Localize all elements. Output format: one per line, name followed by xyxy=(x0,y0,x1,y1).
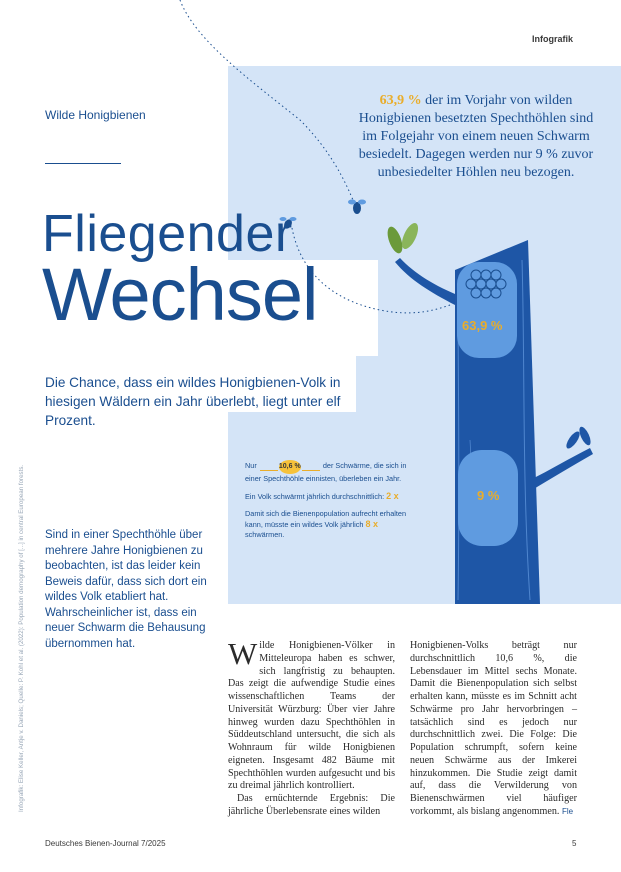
body-column-2 xyxy=(410,640,577,819)
headline-line-1: Fliegender xyxy=(42,205,293,263)
survival-pre: Nur xyxy=(245,461,257,470)
survival-post: der Schwärme, die sich in einer Spechthöhle einnisten, überleben ein Jahr. xyxy=(245,461,407,483)
body-text: ilde Honigbienen-Völker in Mitteleuropa haben es schwer, sich langfristig zu behaupten. Das zeigt die aufwendige Studie eines wissenschaftlichen Teams der Universität Würzburg: Über vier Jahre hinweg wurden dazu Spechthöhlen in Süddeutschland untersucht, die sich als Wohnraum für wilde Honigbienen eigneten. Insgesamt 482 Bäume mit Spechthöhlen wurden aufgesucht und bis zu dreimal jährlich kontrolliert. xyxy=(228,640,395,792)
heartbeat-icon xyxy=(260,462,278,471)
tree-branch-lower xyxy=(530,448,593,490)
kicker: Wilde Honigbienen xyxy=(45,108,146,122)
body-paragraph: Das ernüchternde Ergebnis: Die jährliche Überlebensrate eines wilden xyxy=(228,793,395,817)
leaf-icon xyxy=(577,425,593,447)
swarm-value: 2 x xyxy=(386,491,399,501)
author-signature: Fle xyxy=(561,806,574,816)
need-text: Damit sich die Bienenpopulation aufrecht erhalten kann, müsste ein wildes Volk jährlich xyxy=(245,509,407,529)
body-paragraph xyxy=(228,636,395,793)
section-label: Infografik xyxy=(532,34,574,44)
swarm-fact xyxy=(245,491,407,502)
heartbeat-icon xyxy=(302,462,320,471)
survival-badge: 10,6 % xyxy=(279,460,301,474)
stat-percentage: 63,9 % xyxy=(379,93,422,108)
body-column-1 xyxy=(228,636,395,819)
need-value: 8 x xyxy=(365,519,378,529)
need-fact xyxy=(245,509,407,540)
stat-text: der im Vorjahr von wilden Honigbienen besetzten Spechthöhlen sind im Folgejahr von einem neuen Schwarm besiedelt. Dagegen werden nur 9 % zuvor unbesiedelter Höhlen neu bezogen. xyxy=(358,93,594,180)
side-credit: Infografik: Elise Keller, Antje v. Daniels; Quelle: P. Kohl et al. (2022): Population demography of [...] in central European forests. xyxy=(18,464,25,812)
leaf-icon xyxy=(385,225,406,255)
hole-top-label: 63,9 % xyxy=(462,318,503,333)
pull-quote: Sind in einer Spechthöhle über mehrere Jahre Honigbienen zu beobachten, ist das leider kein Beweis dafür, dass sich dort ein wildes Volk etabliert hat. Wahrscheinlicher ist, dass ein neuer Schwarm die Behausung übernommen hat. xyxy=(45,529,207,650)
headline-line-2: Wechsel xyxy=(42,253,318,336)
body-text: Honigbienen-Volks beträgt nur durchschnittlich 10,6 %, die Lebensdauer im Mittel sechs Monate. Damit die Bienenpopulation sich selbst erhalten kann, müsste es im Schnitt acht Schwärme pro Jahr hervorbringen – tatsächlich sind es jedoch nur durchschnittlich zwei. Die Folge: Die Population schrumpft, sofern keine neuen Schwärme aus der Imkerei hinzukommen. Die Studie zeigt damit auf, dass die Verwilderung von Bienenschwärmen viel häufiger vorkommt, als bislang angenommen. xyxy=(410,640,577,817)
tree-hole-occupied xyxy=(457,262,517,358)
footer-publication: Deutsches Bienen-Journal 7/2025 xyxy=(45,839,166,848)
headline xyxy=(42,205,318,336)
stat-callout xyxy=(352,92,600,182)
kicker-rule xyxy=(45,163,121,164)
subhead: Die Chance, dass ein wildes Honigbienen-Volk in hiesigen Wäldern ein Jahr überlebt, liegt unter elf Prozent. xyxy=(45,375,341,428)
leaf-icon xyxy=(564,430,582,451)
flight-path-top xyxy=(180,0,355,205)
info-block xyxy=(245,460,407,547)
swarm-text: Ein Volk schwärmt jährlich durchschnittlich: xyxy=(245,492,385,501)
need-post: schwärmen. xyxy=(245,530,285,539)
tree-branch-upper xyxy=(395,258,460,305)
hole-bottom-label: 9 % xyxy=(477,488,500,503)
bee-icon xyxy=(348,200,366,215)
body-paragraph xyxy=(410,640,577,819)
page-number: 5 xyxy=(572,839,577,848)
dropcap: W xyxy=(228,636,258,671)
survival-fact xyxy=(245,460,407,484)
